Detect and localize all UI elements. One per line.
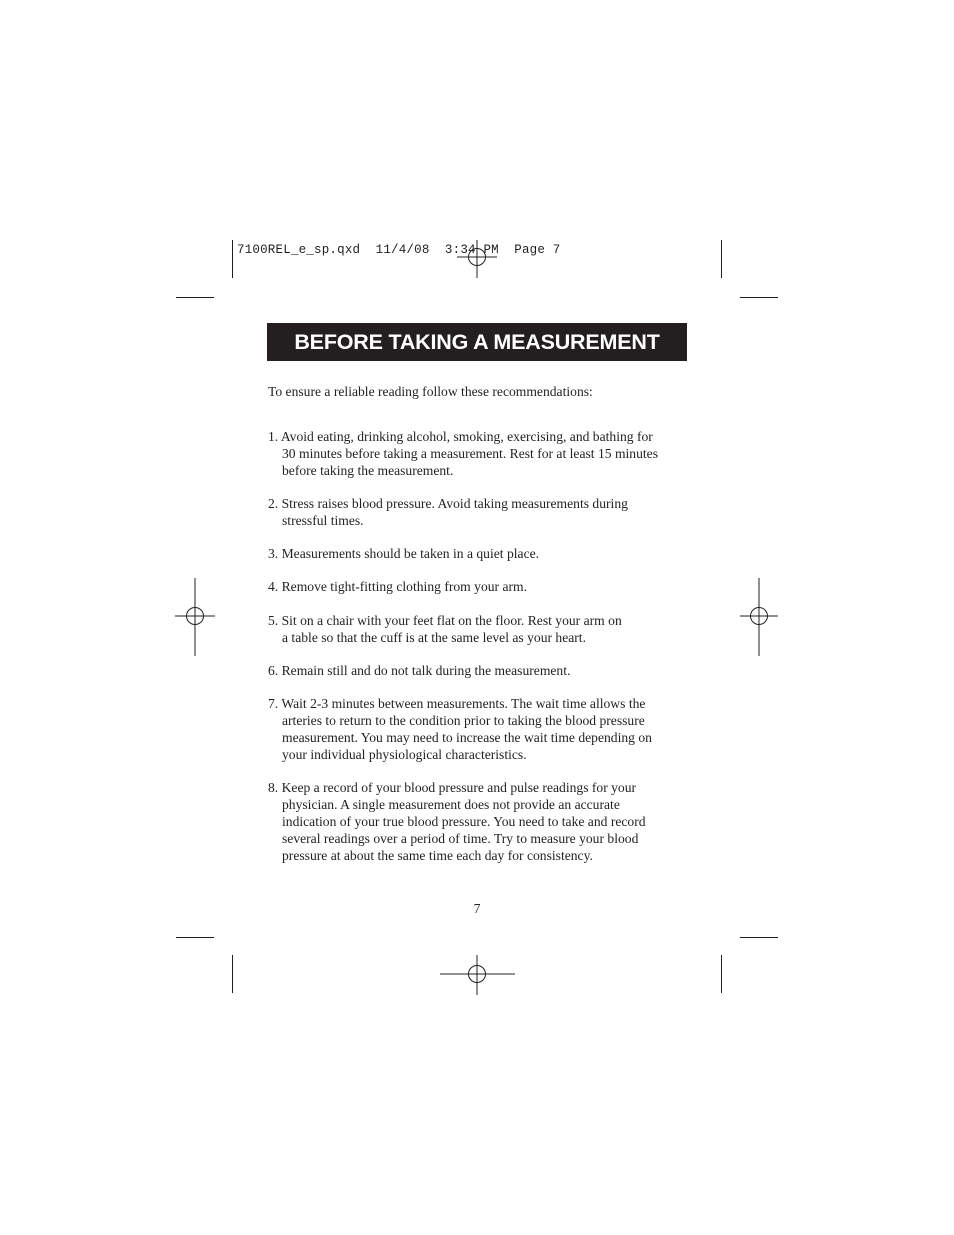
list-item-line: 30 minutes before taking a measurement. Rest for at least 15 minutes (282, 446, 658, 461)
list-item-line: a table so that the cuff is at the same level as your heart. (282, 630, 586, 645)
list-item-line: pressure at about the same time each day for consistency. (282, 848, 593, 863)
list-item-line: several readings over a period of time. Try to measure your blood (282, 831, 639, 846)
crop-mark (721, 240, 722, 278)
list-item-line: physician. A single measurement does not provide an accurate (282, 797, 620, 812)
list-item-line: 5. Sit on a chair with your feet flat on the floor. Rest your arm on (268, 613, 622, 628)
list-item-line: before taking the measurement. (282, 463, 454, 478)
list-item-line: stressful times. (282, 513, 364, 528)
list-item (268, 428, 688, 479)
list-item (268, 695, 688, 763)
intro-text: To ensure a reliable reading follow these recommendations: (268, 384, 593, 399)
registration-mark-icon (175, 578, 215, 656)
print-slug: 7100REL_e_sp.qxd 11/4/08 3:34 PM Page 7 (237, 243, 561, 257)
registration-mark-icon (740, 578, 780, 656)
list-item-line: 6. Remain still and do not talk during the measurement. (268, 663, 571, 678)
page-number: 7 (473, 901, 481, 916)
crop-mark (721, 955, 722, 993)
crop-mark (176, 297, 214, 298)
list-item (268, 495, 688, 529)
registration-mark-icon (440, 955, 515, 995)
list-item (268, 779, 688, 864)
section-title: BEFORE TAKING A MEASUREMENT (267, 323, 687, 361)
crop-mark (740, 297, 778, 298)
crop-mark (176, 937, 214, 938)
list-item (268, 545, 688, 562)
list-item-line: 1. Avoid eating, drinking alcohol, smoking, exercising, and bathing for (268, 429, 653, 444)
list-item-line: indication of your true blood pressure. You need to take and record (282, 814, 646, 829)
list-item (268, 578, 688, 595)
list-item-line: 8. Keep a record of your blood pressure and pulse readings for your (268, 780, 637, 795)
list-item (268, 662, 688, 679)
list-item-line: your individual physiological characteristics. (282, 747, 527, 762)
crop-mark (740, 937, 778, 938)
list-item-line: arteries to return to the condition prior to taking the blood pressure (282, 713, 645, 728)
list-item-line: measurement. You may need to increase the wait time depending on (282, 730, 652, 745)
list-item-line: 3. Measurements should be taken in a quiet place. (268, 546, 540, 561)
list-item (268, 612, 688, 646)
list-item-line: 4. Remove tight-fitting clothing from your arm. (268, 579, 527, 594)
list-item-line: 7. Wait 2-3 minutes between measurements. The wait time allows the (268, 696, 646, 711)
list-item-line: 2. Stress raises blood pressure. Avoid taking measurements during (268, 496, 628, 511)
crop-mark (232, 955, 233, 993)
registration-mark-icon (457, 240, 497, 280)
crop-mark (232, 240, 233, 278)
